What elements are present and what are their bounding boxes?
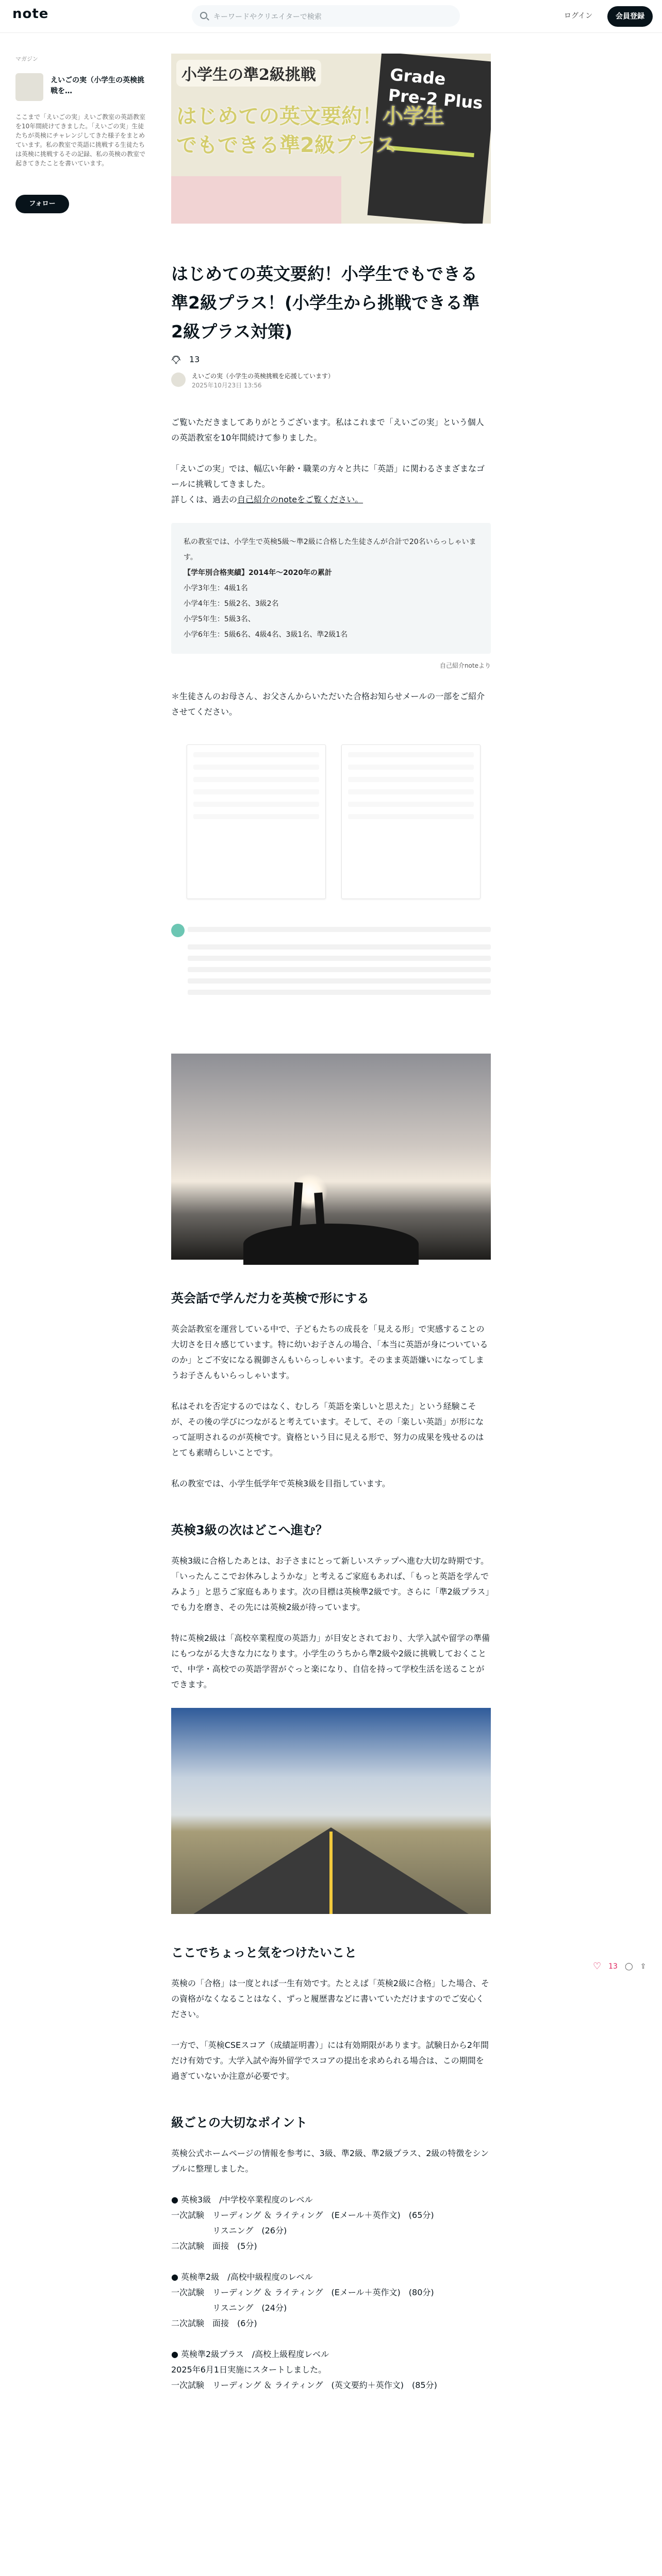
magazine-thumbnail[interactable] bbox=[15, 73, 43, 101]
level-block: ● 英検準2級 /高校中級程度のレベル 一次試験 リーディング ＆ ライティング (Eメール＋英作文) (80分) リスニング (24分) 二次試験 面接 (6分) bbox=[171, 2272, 434, 2328]
hero-big-text: はじめての英文要約！小学生でもできる準2級プラス bbox=[176, 105, 444, 157]
magazine-sidebar bbox=[15, 55, 150, 208]
section-paragraph: 私の教室では、小学生低学年で英検3級を目指しています。 bbox=[171, 1479, 390, 1488]
section-paragraph: 一方で、「英検CSEスコア（成績証明書）」には有効期限があります。試験日から2年間だけ有効です。大学入試や海外留学でスコアの提出を求められる場合は、この期間を過ぎていないか注意が必要です。 bbox=[171, 2040, 489, 2081]
intro-paragraph: ご覧いただきましてありがとうございます。私はこれまで「えいごの実」という個人の英語教室を10年間続けて参りました。 bbox=[171, 417, 484, 443]
article bbox=[171, 54, 491, 2409]
book-cover: Grade Pre-2 Plus bbox=[368, 54, 491, 224]
article-body bbox=[171, 415, 491, 2393]
share-icon[interactable]: ⇪ bbox=[640, 1962, 647, 1971]
magazine-card[interactable] bbox=[15, 73, 150, 104]
note-logo[interactable]: note bbox=[12, 6, 49, 22]
article-title: はじめての英文要約！小学生でもできる準2級プラス！(小学生から挑戦できる準2級プラス対策) bbox=[171, 264, 480, 342]
site-header bbox=[0, 0, 662, 33]
quote-line: 小学5年生：5級3名、 bbox=[184, 615, 255, 623]
like-count: 13 bbox=[189, 354, 200, 364]
quote-lead: 私の教室では、小学生で英検5級〜準2級に合格した生徒さんが合計で20名いらっしゃいます。 bbox=[184, 538, 476, 562]
section-heading: 英検3級の次はどこへ進む？ bbox=[171, 1523, 328, 1537]
section-paragraph: 特に英検2級は「高校卒業程度の英語力」が目安とされており、大学入試や留学の準備にもつながる大きな力になります。小学生のうちから準2級や2級に挑戦しておくことで、中学・高校での英語学習がぐっと楽になり、自信を持って学校生活を送ることができます。 bbox=[171, 1633, 490, 1689]
section-paragraph: 私はそれを否定するのではなく、むしろ「英語を楽しいと思えた」という経験こそが、その後の学びにつながると考えています。そして、その「楽しい英語」が形になって証明されるのが英検です。資格という目に見える形で、努力の成果を残せるのはとても素晴らしいことです。 bbox=[171, 1401, 484, 1458]
signup-button[interactable]: 会員登録 bbox=[607, 6, 653, 27]
section-paragraph: 英検の「合格」は一度とれば一生有効です。たとえば「英検2級に合格」した場合、その資格がなくなることはなく、ずっと履歴書などに書いていただけますのでご安心ください。 bbox=[171, 1978, 489, 2019]
author-block[interactable] bbox=[171, 371, 491, 390]
hero-handwritten: 小学生の準2級挑戦 bbox=[176, 60, 321, 87]
comment-screenshot bbox=[171, 924, 491, 1012]
quote-heading: 【学年別合格実績】2014年〜2020年の累計 bbox=[184, 569, 332, 577]
section-paragraph: 英検公式ホームページの情報を参考に、3級、準2級、準2級プラス、2級の特徴をシンプルに整理しました。 bbox=[171, 2148, 489, 2174]
login-link[interactable]: ログイン bbox=[564, 12, 593, 20]
email-screenshot bbox=[341, 744, 481, 899]
quote-line: 小学6年生：5級6名、4級4名、3級1名、準2級1名 bbox=[184, 631, 348, 639]
avatar bbox=[171, 924, 185, 937]
quote-caption: 自己紹介noteより bbox=[439, 662, 491, 669]
publish-date: 2025年10月23日 13:56 bbox=[192, 382, 262, 389]
quote-line: 小学3年生：4級1名 bbox=[184, 584, 248, 592]
self-intro-link[interactable]: 自己紹介のnoteをご覧ください。 bbox=[237, 495, 363, 504]
quote-box bbox=[171, 523, 491, 654]
road-photo bbox=[171, 1708, 491, 1914]
quote-line: 小学4年生：5級2名、3級2名 bbox=[184, 600, 279, 608]
section-heading: ここでちょっと気をつけたいこと bbox=[171, 1945, 357, 1960]
search-input[interactable]: キーワードやクリエイターで検索 bbox=[192, 5, 460, 27]
section-paragraph: 英会話教室を運営している中で、子どもたちの成長を「見える形」で実感することの大切さを日々感じています。特に幼いお子さんの場合、「本当に英語が身についているのか」とご不安になる親御さんもいらっしゃいます。そのまま英語嫌いになってしまうお子さんもいらっしゃいます。 bbox=[171, 1324, 488, 1380]
float-like-count: 13 bbox=[608, 1962, 618, 1971]
heart-icon[interactable] bbox=[171, 355, 180, 363]
like-bar bbox=[171, 354, 491, 364]
intro-paragraph-2: 「えいごの実」では、幅広い年齢・職業の方々と共に「英語」に関わるさまざまなゴールに挑戦してきました。 詳しくは、過去の自己紹介のnoteをご覧ください。 bbox=[171, 464, 485, 504]
follow-button[interactable]: フォロー bbox=[15, 195, 69, 213]
sidebar-label: マガジン bbox=[15, 56, 38, 62]
section-heading: 級ごとの大切なポイント bbox=[171, 2115, 307, 2130]
author-name[interactable]: えいごの実（小学生の英検挑戦を応援しています） bbox=[192, 372, 335, 380]
comment-icon[interactable]: ◯ bbox=[624, 1962, 633, 1971]
hero-image bbox=[171, 54, 491, 224]
level-block: ● 英検準2級プラス /高校上級程度レベル 2025年6月1日実施にスタートしました。 一次試験 リーディング ＆ ライティング (英文要約＋英作文) (85分) bbox=[171, 2349, 437, 2390]
section-paragraph: 英検3級に合格したあとは、お子さまにとって新しいステップへ進む大切な時期です。「いったんここでお休みしようかな」と考えるご家庭もあれば、「もっと英語を学んでみよう」と思うご家庭もあります。次の目標は英検準2級です。さらに「準2級プラス」でも力を磨き、その先には英検2級が待っています。 bbox=[171, 1556, 490, 1612]
floating-action-bar bbox=[593, 1961, 646, 1972]
email-screenshots bbox=[171, 738, 491, 906]
magazine-description: ここまで「えいごの実」えいご教室の英語教室を10年間続けてきました。「えいごの実」生徒たちが英検にチャレンジしてきた様子をまとめています。私の教室で英語に挑戦する生徒たちは英検に挑戦するその記録、私の英検の教室で起きてきたことを書いています。 bbox=[15, 113, 146, 167]
level-block: ● 英検3級 /中学校卒業程度のレベル 一次試験 リーディング ＆ ライティング (Eメール＋英作文) (65分) リスニング (26分) 二次試験 面接 (5分) bbox=[171, 2195, 434, 2251]
avatar[interactable] bbox=[171, 372, 186, 387]
section-heading: 英会話で学んだ力を英検で形にする bbox=[171, 1291, 369, 1306]
magazine-title[interactable]: えいごの実（小学生の英検挑戦を… bbox=[51, 76, 144, 95]
heart-icon[interactable]: ♡ bbox=[593, 1961, 602, 1972]
silhouette-photo bbox=[171, 1054, 491, 1260]
messages-lead: ＊生徒さんのお母さん、お父さんからいただいた合格お知らせメールの一部をご紹介させてください。 bbox=[171, 691, 485, 717]
search-icon bbox=[200, 12, 207, 19]
email-screenshot bbox=[187, 744, 326, 899]
